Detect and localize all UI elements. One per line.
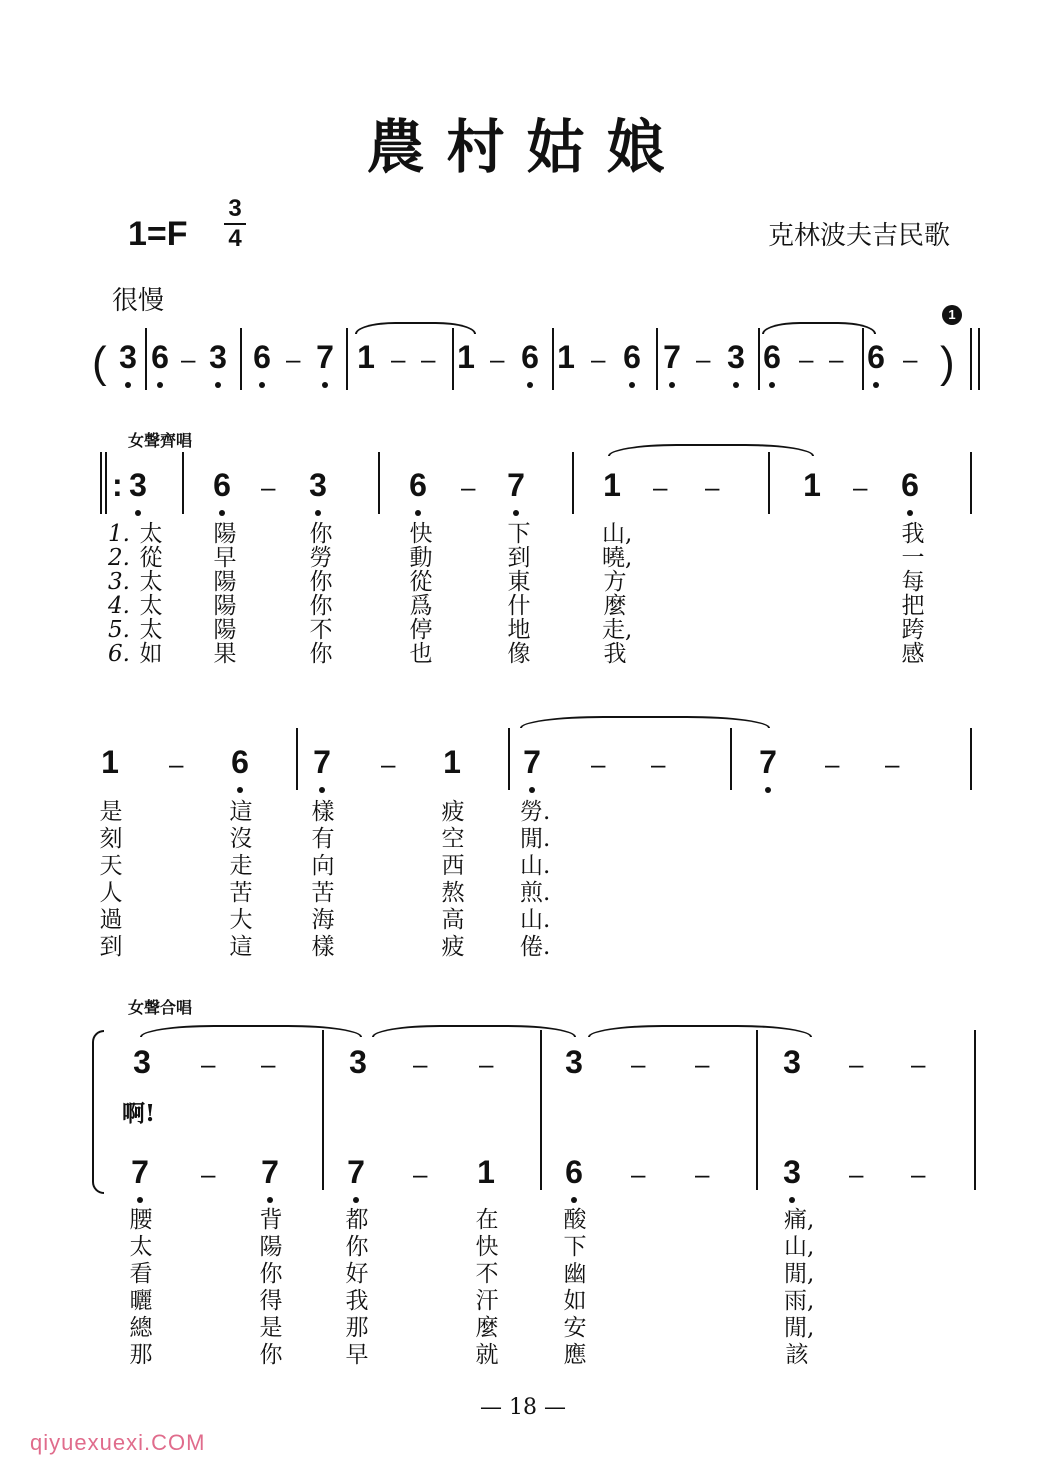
lyric-syllable: 大 — [229, 907, 253, 933]
barline — [540, 1030, 542, 1190]
note: 1 — [477, 1154, 495, 1190]
dash: – — [261, 472, 276, 502]
lyric-syllable: 什 — [507, 593, 531, 619]
lyric-syllable: 熬 — [441, 880, 465, 906]
lyric-syllable: 山, — [602, 521, 633, 547]
dash: – — [631, 1159, 646, 1189]
octave-dot — [137, 1197, 143, 1203]
dash: – — [421, 344, 436, 374]
dash: – — [911, 1159, 926, 1189]
lyric-syllable: 從 — [139, 545, 163, 571]
dash: – — [413, 1159, 428, 1189]
song-title: 農村姑娘 — [366, 113, 687, 181]
note: 6 — [213, 467, 231, 503]
lyric-syllable: 走 — [229, 853, 253, 879]
note: 1 — [803, 467, 821, 503]
dash: – — [490, 344, 505, 374]
dash: – — [261, 1049, 276, 1079]
lyric-syllable: 是 — [259, 1315, 283, 1341]
tie-slur — [608, 444, 814, 456]
note: 3 — [119, 339, 137, 375]
lyric-syllable: 從 — [409, 569, 433, 595]
lyric-syllable: 應 — [563, 1342, 587, 1368]
lyric-syllable: 得 — [259, 1288, 283, 1314]
lyric-syllable: 安 — [563, 1315, 587, 1341]
lyric-syllable: 到 — [99, 934, 123, 960]
barline — [656, 328, 658, 390]
lyric-syllable: 西 — [441, 853, 465, 879]
dash: – — [696, 344, 711, 374]
barline — [970, 452, 972, 514]
key-signature: 1=F — [128, 215, 188, 253]
lyric-syllable: 雨, — [784, 1288, 815, 1314]
barline — [970, 728, 972, 790]
lyric-syllable: 東 — [507, 569, 531, 595]
voice-label-chorus: 女聲合唱 — [128, 998, 193, 1017]
open-paren: ( — [92, 338, 107, 387]
lyric-syllable: 在 — [475, 1207, 499, 1233]
lyric-syllable: 如 — [139, 641, 163, 667]
note: 7 — [261, 1154, 279, 1190]
lyric-syllable: 停 — [409, 617, 433, 643]
dash: – — [479, 1049, 494, 1079]
dash: – — [849, 1049, 864, 1079]
verse-number: 6. — [108, 641, 130, 667]
lyric-syllable: 你 — [309, 593, 333, 619]
octave-dot — [789, 1197, 795, 1203]
lyric-syllable: 早 — [213, 545, 237, 571]
octave-dot — [125, 382, 131, 388]
lyric-syllable: 陽 — [213, 593, 237, 619]
octave-dot — [513, 510, 519, 516]
lyric-syllable: 這 — [229, 799, 253, 825]
upper-lyric: 啊! — [122, 1100, 156, 1127]
dash: – — [853, 472, 868, 502]
lyric-syllable: 動 — [409, 545, 433, 571]
octave-dot — [527, 382, 533, 388]
lyric-syllable: 沒 — [229, 826, 253, 852]
note: 3 — [129, 467, 147, 503]
lyric-syllable: 你 — [309, 569, 333, 595]
lyric-syllable: 疲 — [441, 934, 465, 960]
lyric-syllable: 你 — [309, 641, 333, 667]
octave-dot — [769, 382, 775, 388]
lyric-syllable: 痛, — [784, 1207, 815, 1233]
octave-dot — [765, 787, 771, 793]
lyric-syllable: 海 — [311, 907, 335, 933]
dash: – — [903, 344, 918, 374]
note: 6 — [253, 339, 271, 375]
lyric-syllable: 汗 — [475, 1288, 499, 1314]
octave-dot — [415, 510, 421, 516]
barline — [346, 328, 348, 390]
composer: 克林波夫吉民歌 — [768, 221, 951, 251]
note: 3 — [349, 1044, 367, 1080]
octave-dot — [733, 382, 739, 388]
note: 1 — [603, 467, 621, 503]
barline — [182, 452, 184, 514]
note: 3 — [133, 1044, 151, 1080]
lyric-syllable: 下 — [563, 1234, 587, 1260]
note: 7 — [523, 744, 541, 780]
lyric-syllable: 你 — [309, 521, 333, 547]
lyric-syllable: 背 — [259, 1207, 283, 1233]
lyric-syllable: 腰 — [129, 1207, 153, 1233]
page-number: — 18 — — [480, 1395, 566, 1420]
lyric-syllable: 不 — [309, 617, 333, 643]
time-sig-bottom: 4 — [228, 225, 242, 252]
note: 6 — [231, 744, 249, 780]
lyric-syllable: 高 — [441, 907, 465, 933]
tempo-marking: 很慢 — [112, 286, 165, 316]
lyric-syllable: 苦 — [311, 880, 335, 906]
note: 6 — [521, 339, 539, 375]
note: 7 — [316, 339, 334, 375]
note: 7 — [347, 1154, 365, 1190]
dash: – — [201, 1159, 216, 1189]
octave-dot — [571, 1197, 577, 1203]
barline — [572, 452, 574, 514]
circled-mark: 1 — [942, 305, 962, 325]
verse-number: 5. — [108, 617, 130, 643]
lyric-syllable: 跨 — [901, 617, 925, 643]
barline — [296, 728, 298, 790]
barline — [100, 452, 102, 514]
lyric-syllable: 煎. — [520, 880, 551, 906]
dash: – — [181, 344, 196, 374]
barline — [730, 728, 732, 790]
lyric-syllable: 向 — [311, 853, 335, 879]
verse-number: 1. — [108, 521, 130, 547]
note: 7 — [131, 1154, 149, 1190]
voice-label-unison: 女聲齊唱 — [128, 431, 193, 450]
lyric-syllable: 這 — [229, 934, 253, 960]
barline — [105, 452, 107, 514]
lyric-syllable: 人 — [99, 880, 123, 906]
lyric-syllable: 你 — [345, 1234, 369, 1260]
lyric-syllable: 刻 — [99, 826, 123, 852]
lyric-syllable: 閒. — [520, 826, 551, 852]
close-paren: ) — [940, 338, 955, 387]
lyric-syllable: 酸 — [563, 1207, 587, 1233]
octave-dot — [135, 510, 141, 516]
dash: – — [381, 749, 396, 779]
lyric-syllable: 我 — [901, 521, 925, 547]
lyric-syllable: 地 — [507, 617, 531, 643]
dash: – — [169, 749, 184, 779]
lyric-syllable: 倦. — [520, 934, 551, 960]
octave-dot — [907, 510, 913, 516]
note: 1 — [101, 744, 119, 780]
lyric-syllable: 勞 — [309, 545, 333, 571]
dash: – — [591, 749, 606, 779]
barline — [974, 1030, 976, 1190]
lyric-syllable: 太 — [139, 569, 163, 595]
barline — [978, 328, 980, 390]
note: 7 — [313, 744, 331, 780]
dash: – — [849, 1159, 864, 1189]
lyric-syllable: 曉, — [602, 545, 633, 571]
dash: – — [591, 344, 606, 374]
lyric-syllable: 看 — [129, 1261, 153, 1287]
lyric-syllable: 有 — [311, 826, 335, 852]
lyric-syllable: 天 — [99, 853, 123, 879]
lyric-syllable: 好 — [345, 1261, 369, 1287]
lyric-syllable: 陽 — [259, 1234, 283, 1260]
lyric-syllable: 山, — [784, 1234, 815, 1260]
barline — [240, 328, 242, 390]
dash: – — [631, 1049, 646, 1079]
lyric-syllable: 苦 — [229, 880, 253, 906]
dash: – — [705, 472, 720, 502]
lyric-syllable: 陽 — [213, 569, 237, 595]
barline — [378, 452, 380, 514]
lyric-syllable: 那 — [129, 1342, 153, 1368]
note: 7 — [759, 744, 777, 780]
lyric-syllable: 我 — [345, 1288, 369, 1314]
lyric-syllable: 果 — [213, 641, 237, 667]
note: 7 — [507, 467, 525, 503]
lyric-syllable: 你 — [259, 1261, 283, 1287]
octave-dot — [322, 382, 328, 388]
lyric-syllable: 爲 — [409, 593, 433, 619]
lyric-syllable: 都 — [345, 1207, 369, 1233]
lyric-syllable: 我 — [603, 641, 627, 667]
octave-dot — [529, 787, 535, 793]
lyric-syllable: 早 — [345, 1342, 369, 1368]
octave-dot — [353, 1197, 359, 1203]
note: 3 — [309, 467, 327, 503]
dash: – — [653, 472, 668, 502]
note: 6 — [763, 339, 781, 375]
octave-dot — [319, 787, 325, 793]
octave-dot — [267, 1197, 273, 1203]
lyric-syllable: 太 — [129, 1234, 153, 1260]
repeat-dots: : — [112, 467, 123, 503]
lyric-syllable: 你 — [259, 1342, 283, 1368]
verse-number: 3. — [108, 569, 130, 595]
octave-dot — [215, 382, 221, 388]
lyric-syllable: 疲 — [441, 799, 465, 825]
note: 1 — [357, 339, 375, 375]
watermark: qiyuexuexi.COM — [30, 1430, 206, 1455]
lyric-syllable: 太 — [139, 617, 163, 643]
note: 1 — [557, 339, 575, 375]
lyric-syllable: 是 — [99, 799, 123, 825]
note: 6 — [151, 339, 169, 375]
note: 3 — [565, 1044, 583, 1080]
dash: – — [885, 749, 900, 779]
lyric-syllable: 山. — [520, 907, 551, 933]
octave-dot — [237, 787, 243, 793]
lyric-syllable: 不 — [475, 1261, 499, 1287]
lyric-syllable: 勞. — [520, 799, 551, 825]
barline — [145, 328, 147, 390]
note: 6 — [623, 339, 641, 375]
note: 6 — [901, 467, 919, 503]
octave-dot — [669, 382, 675, 388]
barline — [768, 452, 770, 514]
dash: – — [461, 472, 476, 502]
dash: – — [413, 1049, 428, 1079]
octave-dot — [259, 382, 265, 388]
lyric-syllable: 閒, — [784, 1315, 815, 1341]
lyric-syllable: 樣 — [311, 934, 335, 960]
dash: – — [651, 749, 666, 779]
tie-slur — [588, 1025, 812, 1037]
barline — [508, 728, 510, 790]
lyric-syllable: 山. — [520, 853, 551, 879]
octave-dot — [873, 382, 879, 388]
verse-number: 4. — [108, 593, 130, 619]
lyric-syllable: 幽 — [563, 1261, 587, 1287]
note: 1 — [443, 744, 461, 780]
lyric-syllable: 閒, — [784, 1261, 815, 1287]
note: 3 — [783, 1044, 801, 1080]
dash: – — [201, 1049, 216, 1079]
lyric-syllable: 過 — [99, 907, 123, 933]
lyric-syllable: 感 — [901, 641, 925, 667]
octave-dot — [219, 510, 225, 516]
tie-slur — [372, 1025, 576, 1037]
lyric-syllable: 把 — [901, 593, 925, 619]
lyric-syllable: 快 — [409, 521, 433, 547]
dash: – — [391, 344, 406, 374]
tie-slur — [520, 716, 770, 728]
dash: – — [799, 344, 814, 374]
octave-dot — [315, 510, 321, 516]
lyric-syllable: 走, — [602, 617, 633, 643]
system-brace — [92, 1030, 104, 1194]
lyric-syllable: 方 — [603, 569, 627, 595]
barline — [322, 1030, 324, 1190]
note: 6 — [565, 1154, 583, 1190]
note: 1 — [457, 339, 475, 375]
note: 3 — [727, 339, 745, 375]
lyric-syllable: 每 — [901, 569, 925, 595]
lyric-syllable: 到 — [507, 545, 531, 571]
lyric-syllable: 樣 — [311, 799, 335, 825]
lyric-syllable: 總 — [129, 1315, 153, 1341]
lyric-syllable: 一 — [901, 545, 925, 571]
lyric-syllable: 就 — [475, 1342, 499, 1368]
octave-dot — [157, 382, 163, 388]
dash: – — [695, 1049, 710, 1079]
octave-dot — [629, 382, 635, 388]
dash: – — [911, 1049, 926, 1079]
dash: – — [825, 749, 840, 779]
lyric-syllable: 太 — [139, 593, 163, 619]
lyric-syllable: 該 — [785, 1342, 809, 1368]
note: 6 — [409, 467, 427, 503]
lyric-syllable: 麼 — [475, 1315, 499, 1341]
note: 7 — [663, 339, 681, 375]
lyric-syllable: 那 — [345, 1315, 369, 1341]
tie-slur — [355, 322, 476, 334]
verse-number: 2. — [108, 545, 130, 571]
lyric-syllable: 曬 — [129, 1288, 153, 1314]
tie-slur — [762, 322, 876, 334]
tie-slur — [140, 1025, 362, 1037]
lyric-syllable: 麼 — [603, 593, 627, 619]
lyric-syllable: 陽 — [213, 617, 237, 643]
lyric-syllable: 下 — [507, 521, 531, 547]
lyric-syllable: 陽 — [213, 521, 237, 547]
lyric-syllable: 快 — [475, 1234, 499, 1260]
dash: – — [695, 1159, 710, 1189]
lyric-syllable: 空 — [441, 826, 465, 852]
note: 3 — [783, 1154, 801, 1190]
barline — [756, 1030, 758, 1190]
dash: – — [829, 344, 844, 374]
time-signature — [222, 195, 248, 253]
lyric-syllable: 太 — [139, 521, 163, 547]
lyric-syllable: 如 — [563, 1288, 587, 1314]
time-sig-top: 3 — [228, 195, 242, 222]
note: 6 — [867, 339, 885, 375]
dash: – — [286, 344, 301, 374]
lyric-syllable: 也 — [409, 641, 433, 667]
lyric-syllable: 像 — [507, 641, 531, 667]
barline — [970, 328, 972, 390]
note: 3 — [209, 339, 227, 375]
